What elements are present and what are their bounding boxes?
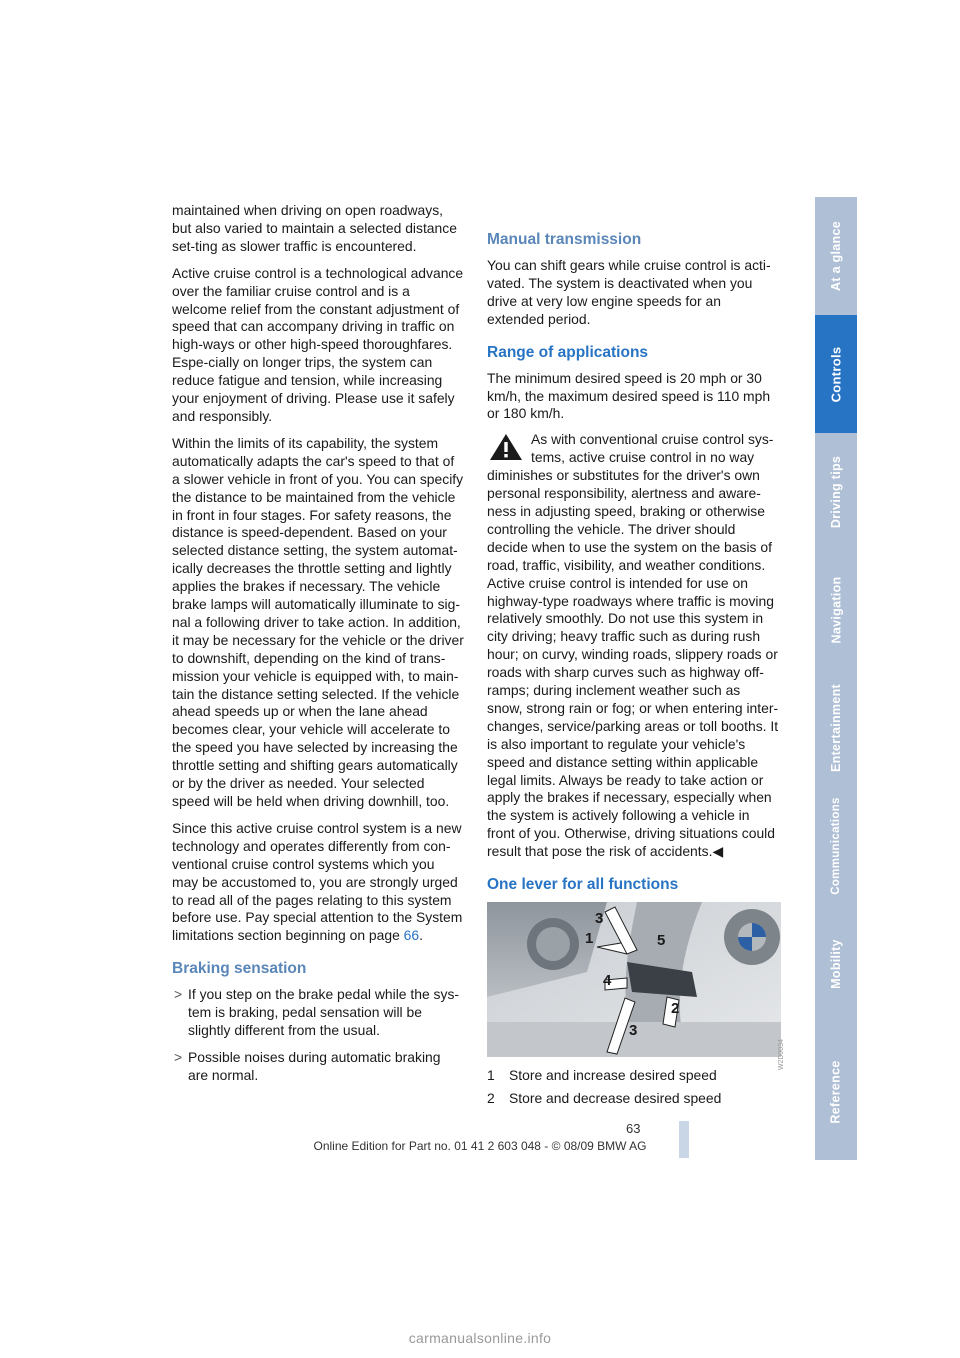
list-item xyxy=(487,1090,779,1108)
tab-label: Communications xyxy=(830,797,842,895)
figure-label-3-top: 3 xyxy=(595,910,604,928)
warning-text-wrap xyxy=(487,431,779,861)
range-of-applications-heading: Range of applications xyxy=(487,343,649,361)
item-number: 2 xyxy=(487,1090,495,1106)
tab-label: Navigation xyxy=(829,576,843,644)
lever-figure xyxy=(487,902,785,1071)
footer-edition: Online Edition for Part no. 01 41 2 603 048 - © 08/09 BMW AG xyxy=(313,1139,647,1153)
tab-label: Controls xyxy=(828,346,844,402)
bullet-text: Possible noises during automatic braking are normal. xyxy=(188,1048,441,1083)
tab-label: Mobility xyxy=(829,939,843,989)
warning-triangle-icon xyxy=(489,433,523,461)
item-number: 1 xyxy=(487,1067,495,1084)
braking-sensation-heading: Braking sensation xyxy=(172,960,307,978)
paragraph-system-capability: Within the limits of its capability, the system automatically adapts the car's speed to that of a slower vehicle in front of you. You can specify the distance to be maintained from the vehicle in front in four stages. For safety reasons, the distance is speed-dependent. Based on your selected distance setting, the system automat-ically decreases the throttle setting and lightly applies the brakes if necessary. The vehicle brake lamps will automatically illuminate to sig-nal a following driver to take action. In addition, it may be necessary for the vehicle or the driver to downshift, depending on the kind of trans-mission your vehicle is equipped with, to main-tain the distance setting selected. If the vehicle ahead speeds up or when the lane ahead becomes clear, your vehicle will accelerate to the speed you have selected by increasing the throttle setting and shifting gears automatically or by the driver as needed. Your selected speed will be held when driving downhill, too. xyxy=(172,434,464,809)
tab-mobility[interactable] xyxy=(815,905,857,1025)
paragraph-new-technology xyxy=(172,820,464,945)
warning-text: As with conventional cruise control sys-tems, active cruise control in no way diminishes or substitutes for the driver's own personal responsibility, alertness and aware-ness in adjusting speed, braking or otherwise controlling the vehicle. The driver should decide when to use the system on the basis of road, traffic, visibility, and weather conditions. Active cruise control is intended for use on highway-type roadways where traffic is moving relatively smoothly. Do not use this system in city driving; heavy traffic such as during rush hour; on curvy, winding roads, slippery roads or roads with sharp curves such as highway off-ramps; during inclement weather such as snow, strong rain or fog; or when entering inter-changes, service/parking areas or toll booths. It is also important to regulate your vehicle's speed and distance setting within applicable legal limits. Always be ready to take action or apply the brakes if necessary, especially when the system is actively following a vehicle in front of you. Otherwise, driving situations could result that pose the risk of accidents. xyxy=(487,431,779,860)
list-item xyxy=(172,986,464,1040)
figure-label-4: 4 xyxy=(603,972,612,990)
list-item xyxy=(487,1067,779,1085)
paragraph-technological-advance: Active cruise control is a technological advance over the familiar cruise control and is a welcome relief from the constant adjustment of speed that can accompany driving in traffic on high-ways or other high-speed thoroughfares. Espe-cially on longer trips, the system can reduce fatigue and tension, while increasing your enjoyment of driving. Please use it safely and responsibly. xyxy=(172,264,464,424)
warning-block xyxy=(487,431,779,861)
end-mark: ◀ xyxy=(712,843,724,860)
bullet-mark: > xyxy=(174,986,183,1003)
lever-function-list xyxy=(487,1067,779,1108)
page-number: 63 xyxy=(626,1121,641,1136)
tab-label: Reference xyxy=(829,1059,843,1124)
item-text: Store and increase desired speed xyxy=(509,1067,717,1084)
figure-label-5: 5 xyxy=(657,932,666,950)
paragraph-new-technology-text: Since this active cruise control system is a new technology and operates differently from con-ventional cruise control systems which you may be accustomed to, you are strongly urged to read all of the pages relating to this system before use. Pay special attention to the System limitations section beginning on page xyxy=(172,819,463,944)
braking-bullet-list xyxy=(172,986,464,1085)
tab-label: At a glance xyxy=(829,221,843,291)
manual-transmission-heading: Manual transmission xyxy=(487,231,642,248)
side-navigation xyxy=(815,197,857,1160)
tab-label: Driving tips xyxy=(829,455,844,529)
tab-entertainment[interactable] xyxy=(815,669,857,789)
page-link-66[interactable]: 66 xyxy=(403,927,420,944)
manual-transmission-text: You can shift gears while cruise control is acti-vated. The system is deactivated when you drive at very low engine speeds for an extended period. xyxy=(487,257,771,327)
range-text: The minimum desired speed is 20 mph or 30 km/h, the maximum desired speed is 110 mph or 180 km/h. xyxy=(487,369,771,422)
tab-at-a-glance[interactable] xyxy=(815,197,857,317)
one-lever-heading: One lever for all functions xyxy=(487,876,679,894)
figure-label-3-bottom: 3 xyxy=(629,1022,638,1040)
bullet-mark: > xyxy=(174,1048,183,1065)
watermark: carmanualsonline.info xyxy=(408,1330,552,1346)
left-column xyxy=(172,202,464,1094)
tab-label: Entertainment xyxy=(829,684,844,772)
paragraph-distance-set: maintained when driving on open roadways, but also varied to maintain a selected distance set-ting as slower traffic is encountered. xyxy=(172,202,457,254)
tab-communications[interactable] xyxy=(815,787,857,907)
item-text: Store and decrease desired speed xyxy=(509,1090,722,1106)
tab-driving-tips[interactable] xyxy=(815,433,857,553)
right-column xyxy=(487,230,785,1113)
tab-controls[interactable] xyxy=(815,315,857,435)
figure-label-1: 1 xyxy=(585,930,594,948)
tab-navigation[interactable] xyxy=(815,551,857,671)
period: . xyxy=(419,927,423,944)
figure-code: W2D0034 xyxy=(778,1039,785,1071)
bullet-text: If you step on the brake pedal while the sys-tem is braking, pedal sensation will be slightly different from the usual. xyxy=(188,986,460,1039)
figure-label-2: 2 xyxy=(671,1000,680,1018)
list-item xyxy=(172,1049,464,1085)
